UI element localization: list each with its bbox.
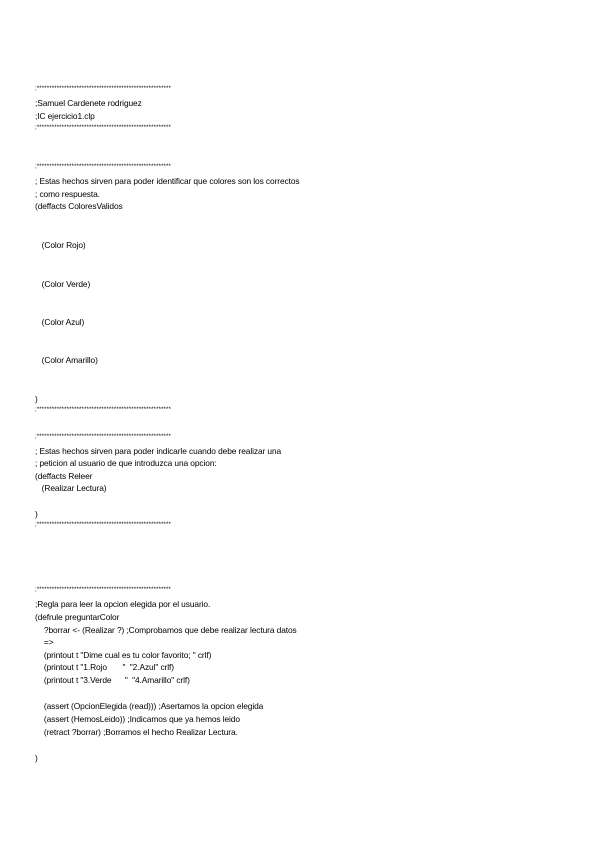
comment-line: ;Regla para leer la opcion elegida por el usuario. <box>35 599 211 609</box>
comment-separator: ;****************************************************** <box>35 587 172 593</box>
code-line: (Color Rojo) <box>35 240 86 250</box>
code-line: (deffacts Releer <box>35 471 93 481</box>
code-line: (printout t "Dime cual es tu color favorito; " crlf) <box>35 650 212 660</box>
code-line: (deffacts ColoresValidos <box>35 201 123 211</box>
comment-line: ; peticion al usuario de que introduzca una opcion: <box>35 458 217 468</box>
comment-separator: ;****************************************************** <box>35 164 172 170</box>
author-line: ;Samuel Cardenete rodriguez <box>35 98 142 108</box>
code-line: (defrule preguntarColor <box>35 612 120 622</box>
code-line: (assert (OpcionElegida (read))) ;Asertamos la opcion elegida <box>35 701 264 711</box>
code-line: ) <box>35 394 38 404</box>
code-line: (printout t "1.Rojo " "2.Azul" crlf) <box>35 662 174 672</box>
filename-line: ;IC ejercicio1.clp <box>35 111 95 121</box>
comment-line: ; como respuesta. <box>35 189 100 199</box>
code-line: (assert (HemosLeido)) ;Indicamos que ya hemos leido <box>35 714 240 724</box>
code-line: (Color Verde) <box>35 279 91 289</box>
code-line: => <box>35 637 54 647</box>
code-line: ?borrar <- (Realizar ?) ;Comprobamos que debe realizar lectura datos <box>35 625 297 635</box>
code-line: (printout t "3.Verde " "4.Amarillo" crlf) <box>35 675 190 685</box>
code-line: (retract ?borrar) ;Borramos el hecho Realizar Lectura. <box>35 727 238 737</box>
comment-separator: ;****************************************************** <box>35 125 172 131</box>
code-line: ) <box>35 509 38 519</box>
comment-separator: ;****************************************************** <box>35 407 172 413</box>
comment-separator: ;****************************************************** <box>35 434 172 440</box>
code-line: (Color Azul) <box>35 317 85 327</box>
comment-separator: ;****************************************************** <box>35 522 172 528</box>
comment-separator: ;****************************************************** <box>35 86 172 92</box>
code-line: (Realizar Lectura) <box>35 483 107 493</box>
comment-line: ; Estas hechos sirven para poder identificar que colores son los correctos <box>35 176 300 186</box>
comment-line: ; Estas hechos sirven para poder indicarle cuando debe realizar una <box>35 446 282 456</box>
code-line: ) <box>35 753 38 763</box>
code-line: (Color Amarillo) <box>35 355 98 365</box>
